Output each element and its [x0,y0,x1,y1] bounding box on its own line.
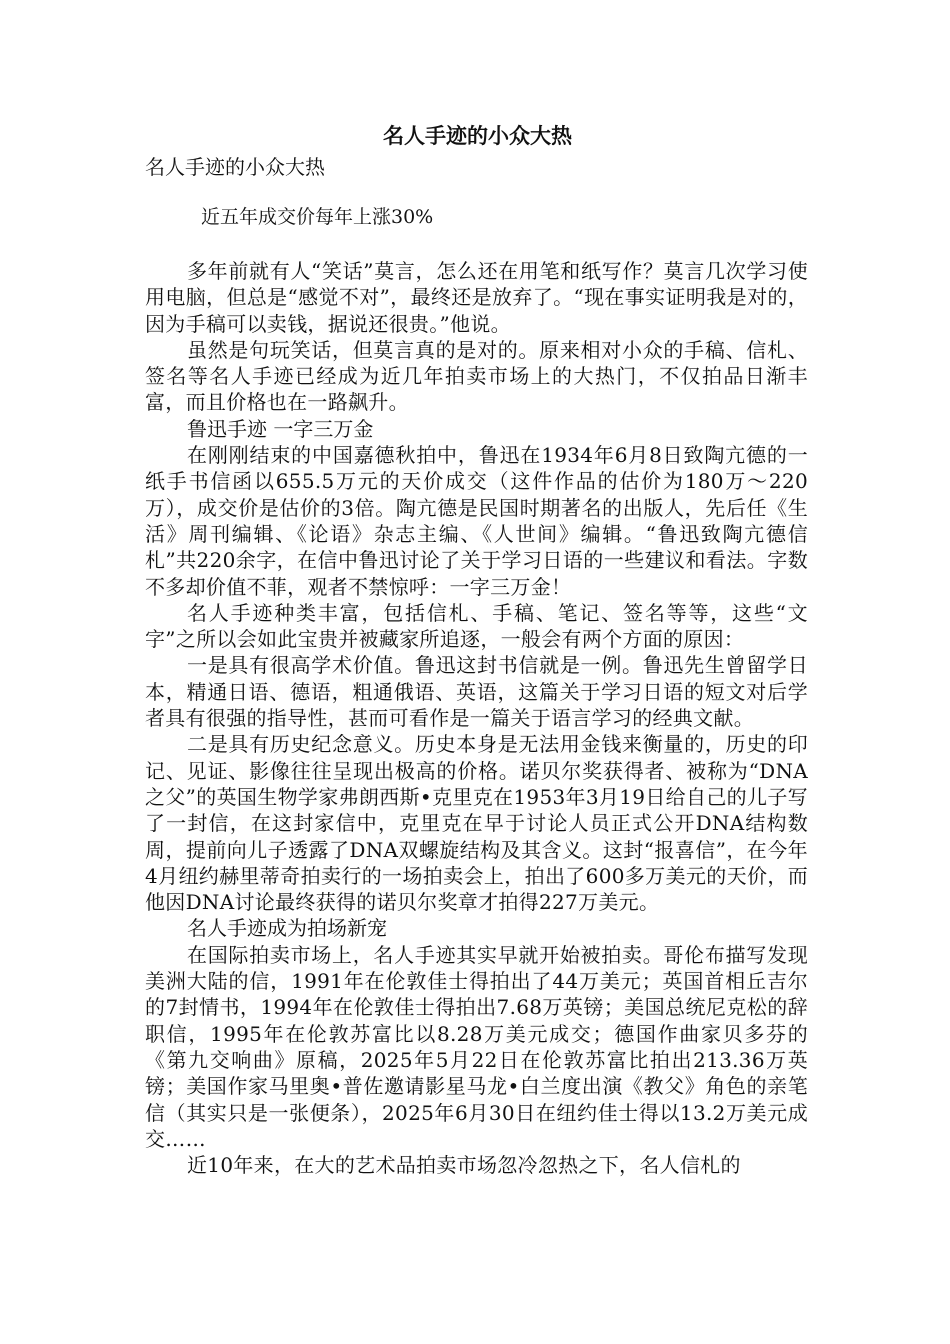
body-paragraph: 二是具有历史纪念意义。历史本身是无法用金钱来衡量的，历史的印记、见证、影像往往呈现出极高的价格。诺贝尔奖获得者、被称为“DNA之父”的英国生物学家弗朗西斯•克里克在1953年3月19日给自己的儿子写了一封信，在这封家信中，克里克在早于讨论人员正式公开DNA结构数周，提前向儿子透露了DNA双螺旋结构及其含义。这封“报喜信”，在今年4月纽约赫里蒂奇拍卖行的一场拍卖会上，拍出了600多万美元的天价，而他因DNA讨论最终获得的诺贝尔奖章才拍得227万美元。 [145,732,808,915]
section-heading: 名人手迹成为拍场新宠 [187,916,387,941]
body-paragraph: 虽然是句玩笑话，但莫言真的是对的。原来相对小众的手稿、信札、签名等名人手迹已经成为近几年拍卖市场上的大热门，不仅拍品日渐丰富，而且价格也在一路飙升。 [145,337,808,415]
body-paragraph: 多年前就有人“笑话”莫言，怎么还在用笔和纸写作？莫言几次学习使用电脑，但总是“感觉不对”，最终还是放弃了。“现在事实证明我是对的，因为手稿可以卖钱，据说还很贵。”他说。 [145,259,808,336]
document-subtitle: 名人手迹的小众大热 [145,155,325,179]
body-paragraph: 近10年来，在大的艺术品拍卖市场忽冷忽热之下，名人信札的 [187,1153,741,1178]
section-heading: 鲁迅手迹 一字三万金 [187,416,374,441]
document-body [145,258,808,1178]
body-paragraph: 在刚刚结束的中国嘉德秋拍中，鲁迅在1934年6月8日致陶亢德的一纸手书信函以655.5万元的天价成交（这件作品的估价为180万～220万），成交价是估价的3倍。陶亢德是民国时期著名的出版人，先后任《生活》周刊编辑、《论语》杂志主编、《人世间》编辑。“鲁迅致陶亢德信札”共220余字，在信中鲁迅讨论了关于学习日语的一些建议和看法。字数不多却价值不菲，观者不禁惊呼：一字三万金！ [145,443,808,599]
document-page [145,118,808,1178]
document-title: 名人手迹的小众大热 [383,123,572,148]
body-paragraph: 名人手迹种类丰富，包括信札、手稿、笔记、签名等等，这些“文字”之所以会如此宝贵并被藏家所追逐，一般会有两个方面的原因： [145,600,808,652]
document-tagline: 近五年成交价每年上涨30% [201,206,434,228]
body-paragraph: 在国际拍卖市场上，名人手迹其实早就开始被拍卖。哥伦布描写发现美洲大陆的信，1991年在伦敦佳士得拍出了44万美元；英国首相丘吉尔的7封情书，1994年在伦敦佳士得拍出7.68万英镑；美国总统尼克松的辞职信，1995年在伦敦苏富比以8.28万美元成交；德国作曲家贝多芬的《第九交响曲》原稿，2025年5月22日在伦敦苏富比拍出213.36万英镑；美国作家马里奥•普佐邀请影星马龙•白兰度出演《教父》角色的亲笔信（其实只是一张便条），2025年6月30日在纽约佳士得以13.2万美元成交…… [145,942,808,1151]
body-paragraph: 一是具有很高学术价值。鲁迅这封书信就是一例。鲁迅先生曾留学日本，精通日语、德语，粗通俄语、英语，这篇关于学习日语的短文对后学者具有很强的指导性，甚而可看作是一篇关于语言学习的经典文献。 [145,653,808,731]
